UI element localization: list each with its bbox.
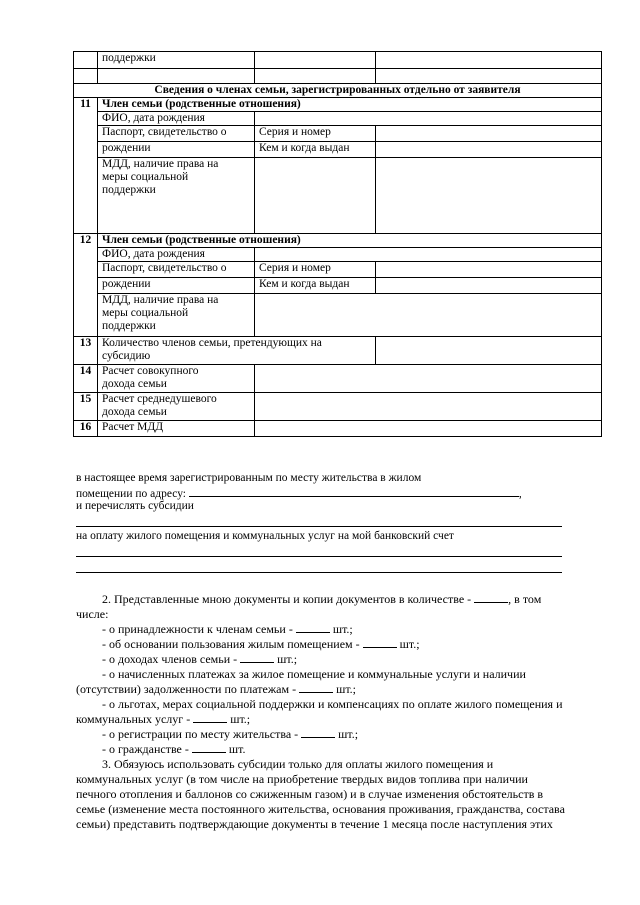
row-value[interactable] [255, 365, 602, 393]
mdd-value[interactable] [255, 158, 376, 234]
fio-value[interactable] [255, 248, 602, 262]
section-2-intro: 2. Представленные мною документы и копии документов в количестве - , в том [102, 592, 542, 606]
fio-value[interactable] [255, 112, 602, 126]
series-value[interactable] [376, 126, 602, 142]
after-table-line-3: и перечислять субсидии [76, 500, 194, 512]
section-3-line-3: печного отопления и баллонов со сжиженным газом) и в случае изменения обстоятельств в [76, 787, 544, 801]
list-item: - о льготах, мерах социальной поддержки и компенсациях по оплате жилого помещения и [102, 697, 563, 711]
section-3-line-4: семье (изменение места постоянного жительства, основания проживания, гражданства, состава [76, 802, 565, 816]
passport-label: Паспорт, свидетельство о [98, 262, 255, 278]
row-value[interactable] [255, 393, 602, 421]
bank-account-line[interactable] [76, 556, 562, 557]
fio-label: ФИО, дата рождения [98, 248, 255, 262]
member-title: Член семьи (родственные отношения) [98, 98, 602, 112]
count-field[interactable] [192, 742, 226, 753]
row-label: Расчет МДД [98, 421, 255, 437]
row-number: 11 [74, 98, 98, 234]
issued-label: Кем и когда выдан [255, 278, 376, 294]
list-item: - о доходах членов семьи - шт.; [102, 652, 298, 666]
after-table-line-1: в настоящее время зарегистрированным по месту жительства в жилом [76, 472, 422, 484]
member-title: Член семьи (родственные отношения) [98, 234, 602, 248]
passport-label-cont: рождении [98, 278, 255, 294]
mdd-value[interactable] [376, 158, 602, 234]
row-label: Расчет среднедушевого дохода семьи [98, 393, 255, 421]
series-value[interactable] [376, 262, 602, 278]
list-item-cont: коммунальных услуг - шт.; [76, 712, 251, 726]
section-3-line-5: семьи) представить подтверждающие документы в течение 1 месяца после наступления этих [76, 817, 553, 831]
list-item-cont: (отсутствии) задолженности по платежам - шт.; [76, 682, 357, 696]
issued-value[interactable] [376, 142, 602, 158]
list-item: - о гражданстве - шт. [102, 742, 246, 756]
row-value[interactable] [255, 421, 602, 437]
row-number: 12 [74, 234, 98, 337]
fio-label: ФИО, дата рождения [98, 112, 255, 126]
blank-line[interactable] [76, 526, 562, 527]
count-field[interactable] [296, 622, 330, 633]
value-cell[interactable] [376, 52, 602, 69]
after-table-line-4: на оплату жилого помещения и коммунальных услуг на мой банковский счет [76, 530, 454, 542]
section-3-line-2: коммунальных услуг (в том числе на приобретение твердых видов топлива при наличии [76, 772, 528, 786]
value-cell[interactable] [255, 52, 376, 69]
row-number: 15 [74, 393, 98, 421]
issued-label: Кем и когда выдан [255, 142, 376, 158]
count-field[interactable] [240, 652, 274, 663]
mdd-label: МДД, наличие права на меры социальной поддержки [98, 294, 255, 337]
list-item: - об основании пользования жилым помещением - шт.; [102, 637, 420, 651]
row-number: 13 [74, 337, 98, 365]
mdd-label: МДД, наличие права на меры социальной поддержки [98, 158, 255, 234]
num-cell [74, 52, 98, 69]
count-field[interactable] [363, 637, 397, 648]
series-label: Серия и номер [255, 126, 376, 142]
count-field[interactable] [301, 727, 335, 738]
row-label: Количество членов семьи, претендующих на субсидию [98, 337, 376, 365]
passport-label-cont: рождении [98, 142, 255, 158]
list-item: - о принадлежности к членам семьи - шт.; [102, 622, 353, 636]
documents-count-field[interactable] [474, 592, 508, 603]
row-label: Расчет совокупного дохода семьи [98, 365, 255, 393]
list-item: - о начисленных платежах за жилое помещение и коммунальные услуги и наличии [102, 667, 526, 681]
row-number: 16 [74, 421, 98, 437]
section-3-line-1: 3. Обязуюсь использовать субсидии только для оплаты жилого помещения и [102, 757, 494, 771]
mdd-value[interactable] [255, 294, 602, 337]
label-cell: поддержки [98, 52, 255, 69]
section-title: Сведения о членах семьи, зарегистрированных отдельно от заявителя [74, 84, 602, 98]
series-label: Серия и номер [255, 262, 376, 278]
row-number: 14 [74, 365, 98, 393]
section-2-intro-cont: числе: [76, 607, 109, 621]
count-field[interactable] [193, 712, 227, 723]
list-item: - о регистрации по месту жительства - шт.; [102, 727, 359, 741]
address-field[interactable] [189, 486, 519, 497]
row-value[interactable] [376, 337, 602, 365]
passport-label: Паспорт, свидетельство о [98, 126, 255, 142]
count-field[interactable] [299, 682, 333, 693]
family-members-table [73, 51, 602, 437]
bank-account-line-2[interactable] [76, 572, 562, 573]
address-line: помещении по адресу: , [76, 488, 522, 500]
issued-value[interactable] [376, 278, 602, 294]
